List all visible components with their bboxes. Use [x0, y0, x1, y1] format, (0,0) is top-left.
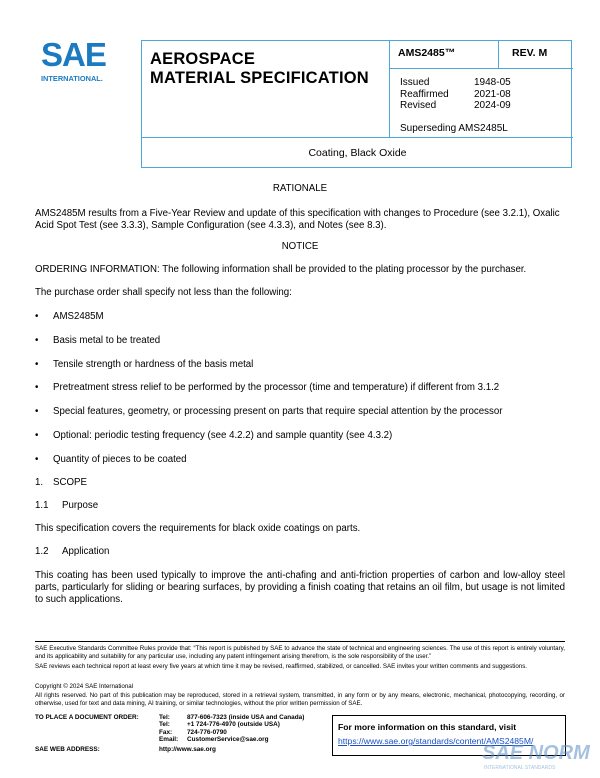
revision-cell [499, 41, 573, 69]
copyright: Copyright © 2024 SAE International [35, 683, 134, 690]
bullet-icon: • [35, 430, 39, 441]
date-row [400, 77, 560, 89]
list-item-text: Special features, geometry, or processing present on parts that require special attention by the processor [53, 406, 503, 417]
application-text: This coating has been used typically to improve the anti-chafing and anti-friction properties of carbon and low-alloy steel parts, particularly for sliding or bearing surfaces, by providing a finish coating that retains an oil film, but usage is not limited to such applications. [35, 570, 565, 605]
contact-value[interactable]: +1 724-776-4970 (outside USA) [187, 721, 280, 729]
contact-row [159, 736, 269, 744]
logo-sub: INTERNATIONAL. [41, 74, 103, 83]
title-cell [142, 41, 390, 137]
contact-row [159, 728, 227, 736]
doc-number-cell [390, 41, 499, 69]
title-line-2: MATERIAL SPECIFICATION [150, 69, 369, 87]
contact-list [159, 714, 305, 744]
bullet-icon: • [35, 311, 39, 322]
ordering-info: ORDERING INFORMATION: The following information shall be provided to the plating processor by the purchaser. [35, 264, 527, 275]
document-type [150, 50, 369, 88]
footer-divider [35, 641, 565, 642]
bullet-icon: • [35, 454, 39, 465]
subtitle-row [142, 137, 573, 168]
watermark-logo [480, 737, 595, 773]
more-info-title: For more information on this standard, visit [338, 722, 517, 732]
contact-value[interactable]: 877-606-7323 (inside USA and Canada) [187, 714, 305, 721]
committee-rules: SAE Executive Standards Committee Rules provide that: “This report is published by SAE to advance the state of technical and engineering sciences. The use of this report is entirely voluntary, and its applicability and suitability for any particular use, including any patent infringement arising therefrom, is the sole responsibility of the user.” [35, 645, 565, 660]
document-subtitle: Coating, Black Oxide [308, 147, 407, 159]
date-history [400, 77, 560, 112]
date-label: Revised [400, 100, 437, 111]
section-number: 1. [35, 477, 44, 488]
date-value: 1948-05 [474, 77, 511, 88]
contact-label: Fax: [159, 728, 173, 736]
list-item-text: Basis metal to be treated [53, 335, 161, 346]
bullet-icon: • [35, 382, 39, 393]
list-item-text: Tensile strength or hardness of the basis metal [53, 359, 254, 370]
contact-row [159, 721, 280, 729]
web-address-link[interactable]: http://www.sae.org [159, 746, 216, 753]
date-value: 2021-08 [474, 88, 511, 100]
contact-label: Tel: [159, 721, 170, 729]
purpose-text: This specification covers the requirements for black oxide coatings on parts. [35, 523, 361, 534]
doc-number: AMS2485™ [398, 47, 456, 59]
spec-header [141, 40, 572, 168]
section-number: 1.1 [35, 500, 49, 511]
rights-notice: All rights reserved. No part of this publication may be reproduced, stored in a retrieval system, transmitted, in any form or by any means, electronic, mechanical, photocopying, recording, or otherwise, used for text and data mining, AI training, or similar technologies, without the prior written permission of SAE. [35, 692, 565, 707]
watermark-sub: INTERNATIONAL STANDARDS [484, 765, 556, 771]
date-value: 2024-09 [474, 100, 511, 111]
logo-brand: SAE [41, 38, 106, 73]
superseding: Superseding AMS2485L [400, 123, 508, 134]
watermark-text: SAE NORM [482, 742, 590, 764]
contact-row [159, 714, 305, 721]
list-item-text: Quantity of pieces to be coated [53, 454, 187, 465]
review-notice: SAE reviews each technical report at least every five years at which time it may be revised, reaffirmed, stabilized, or cancelled. SAE invites your written comments and suggestions. [35, 663, 528, 670]
contact-value[interactable]: CustomerService@sae.org [187, 736, 269, 744]
section-number: 1.2 [35, 546, 49, 557]
bullet-icon: • [35, 406, 39, 417]
contact-label: Email: [159, 736, 179, 744]
date-label: Reaffirmed [400, 88, 449, 100]
date-label: Issued [400, 77, 430, 88]
contact-value[interactable]: 724-776-0790 [187, 728, 227, 736]
rationale-heading: RATIONALE [272, 183, 328, 194]
section-title: Purpose [62, 500, 99, 511]
list-item-text: AMS2485M [53, 311, 104, 322]
bullet-icon: • [35, 359, 39, 370]
bullet-icon: • [35, 335, 39, 346]
purchase-order-text: The purchase order shall specify not less than the following: [35, 287, 292, 298]
contact-label: Tel: [159, 714, 170, 721]
section-title: SCOPE [53, 477, 87, 488]
list-item-text: Pretreatment stress relief to be performed by the processor (time and temperature) if different from 3.1.2 [53, 382, 500, 393]
notice-heading: NOTICE [281, 241, 319, 252]
web-address-label: SAE WEB ADDRESS: [35, 746, 100, 753]
date-row [400, 100, 560, 112]
date-row [400, 89, 560, 101]
revision: REV. M [512, 47, 548, 59]
standard-link[interactable]: https://www.sae.org/standards/content/AMS2485M/ [338, 736, 534, 746]
section-title: Application [62, 546, 110, 557]
title-line-1: AEROSPACE [150, 50, 256, 68]
order-label: TO PLACE A DOCUMENT ORDER: [35, 714, 139, 721]
list-item-text: Optional: periodic testing frequency (see 4.2.2) and sample quantity (see 4.3.2) [53, 430, 393, 441]
sae-logo [38, 38, 120, 86]
rationale-text: AMS2485M results from a Five-Year Review and update of this specification with changes to Procedure (see 3.2.1), Oxalic Acid Spot Test (see 3.3.3), Sample Configuration (see 4.3.3), and Notes (see 8.3). [35, 208, 560, 231]
